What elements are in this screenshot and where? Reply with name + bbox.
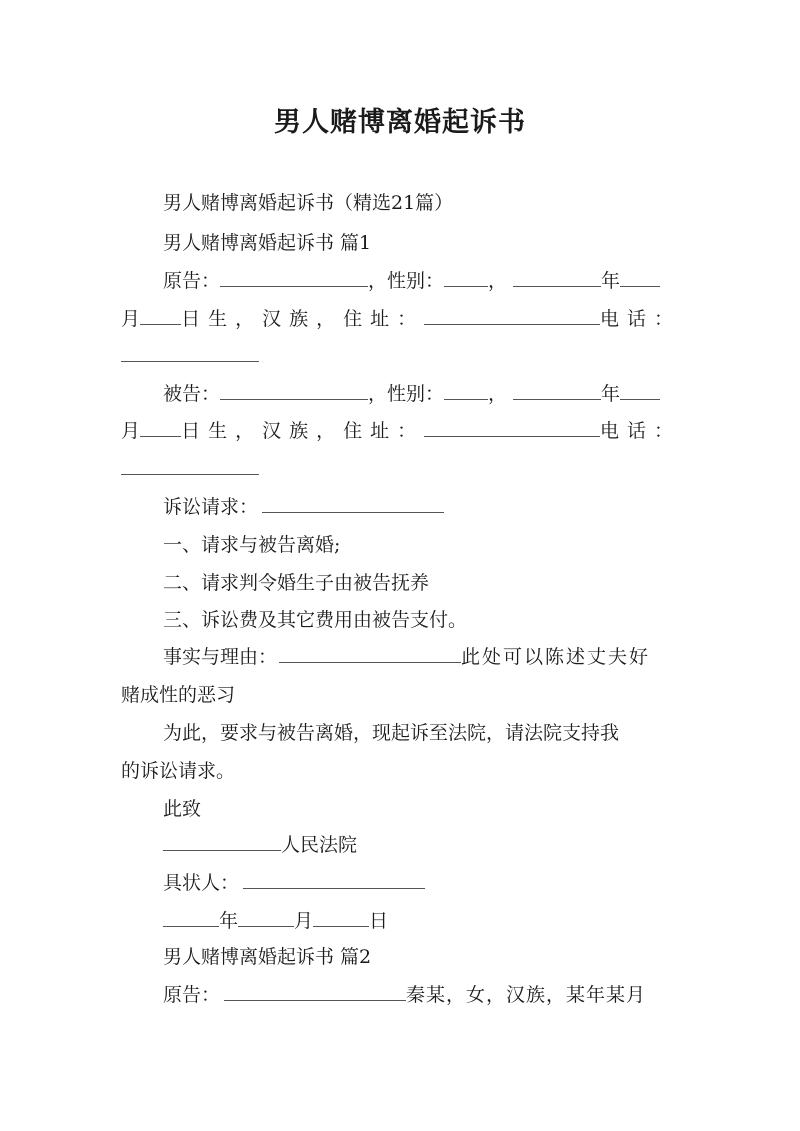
signer-blank [243,870,425,889]
signer-label: 具状人： [163,872,240,894]
defendant-comma: ， [488,383,508,405]
section-2-plaintiff-blank [224,982,406,1001]
defendant-gender-blank [444,381,488,400]
facts-text: 此处可以陈述丈夫好 [461,646,651,668]
plaintiff-year-blank [513,268,601,287]
defendant-gender-label: ，性别： [368,383,445,405]
defendant-year-label: 年 [601,383,621,405]
date-line [163,908,388,934]
defendant-day-blank [140,418,181,437]
date-year-blank [163,908,219,927]
claim-item: 一、请求与被告离婚; [163,534,341,556]
claims-label: 诉讼请求： [163,496,259,518]
facts-line [163,644,650,670]
defendant-phone-blank [121,456,259,475]
date-month-blank [238,908,294,927]
defendant-phone-line [121,456,259,482]
document-subtitle: 男人赌博离婚起诉书（精选21篇） [163,192,454,214]
plaintiff-phone-line [121,343,259,369]
defendant-line-2 [121,418,681,444]
plaintiff-year-label: 年 [601,270,621,292]
date-year-label: 年 [219,910,239,932]
claims-blank [262,494,444,513]
facts-blank [279,644,461,663]
defendant-month-tail-blank [620,381,660,400]
conclusion-text-cont: 的诉讼请求。 [121,760,236,782]
defendant-label: 被告： [163,383,221,405]
plaintiff-address-blank [424,306,600,325]
document-title: 男人赌博离婚起诉书 [274,107,526,138]
plaintiff-gender-label: ，性别： [368,270,445,292]
plaintiff-born-text: 日生，汉族，住址： [181,308,425,330]
claims-line [163,494,444,520]
closing-text: 此致 [163,798,202,820]
plaintiff-line-2 [121,306,681,332]
defendant-born-text: 日生，汉族，住址： [181,420,425,442]
court-label: 人民法院 [281,834,358,856]
defendant-year-blank [513,381,601,400]
signer-line [163,870,425,896]
plaintiff-line [163,268,660,294]
section-2-plaintiff-text: 秦某，女，汉族，某年某月 [406,984,647,1006]
defendant-month-label: 月 [121,420,141,442]
section-2-heading: 男人赌博离婚起诉书 篇2 [163,946,372,968]
defendant-address-blank [424,418,600,437]
claim-item: 三、诉讼费及其它费用由被告支付。 [163,609,468,631]
date-day-blank [313,908,369,927]
facts-text-cont: 赌成性的恶习 [121,684,236,706]
conclusion-text: 为此，要求与被告离婚，现起诉至法院，请法院支持我 [163,722,620,744]
section-1-heading: 男人赌博离婚起诉书 篇1 [163,232,372,254]
court-line [163,832,357,858]
plaintiff-day-blank [140,306,181,325]
plaintiff-label: 原告： [163,270,221,292]
plaintiff-month-label: 月 [121,308,141,330]
section-2-plaintiff-label: 原告： [163,984,221,1006]
plaintiff-phone-label: 电话： [599,308,681,330]
plaintiff-comma: ， [488,270,508,292]
plaintiff-phone-blank [121,343,259,362]
defendant-phone-label: 电话： [599,420,681,442]
date-day-label: 日 [369,910,389,932]
court-name-blank [163,832,281,851]
plaintiff-name-blank [220,268,368,287]
facts-label: 事实与理由： [163,646,278,668]
defendant-line [163,381,660,407]
section-2-plaintiff-line [163,982,646,1008]
plaintiff-gender-blank [444,268,488,287]
date-month-label: 月 [294,910,314,932]
defendant-name-blank [220,381,368,400]
plaintiff-month-tail-blank [620,268,660,287]
claim-item: 二、请求判令婚生子由被告抚养 [163,572,430,594]
